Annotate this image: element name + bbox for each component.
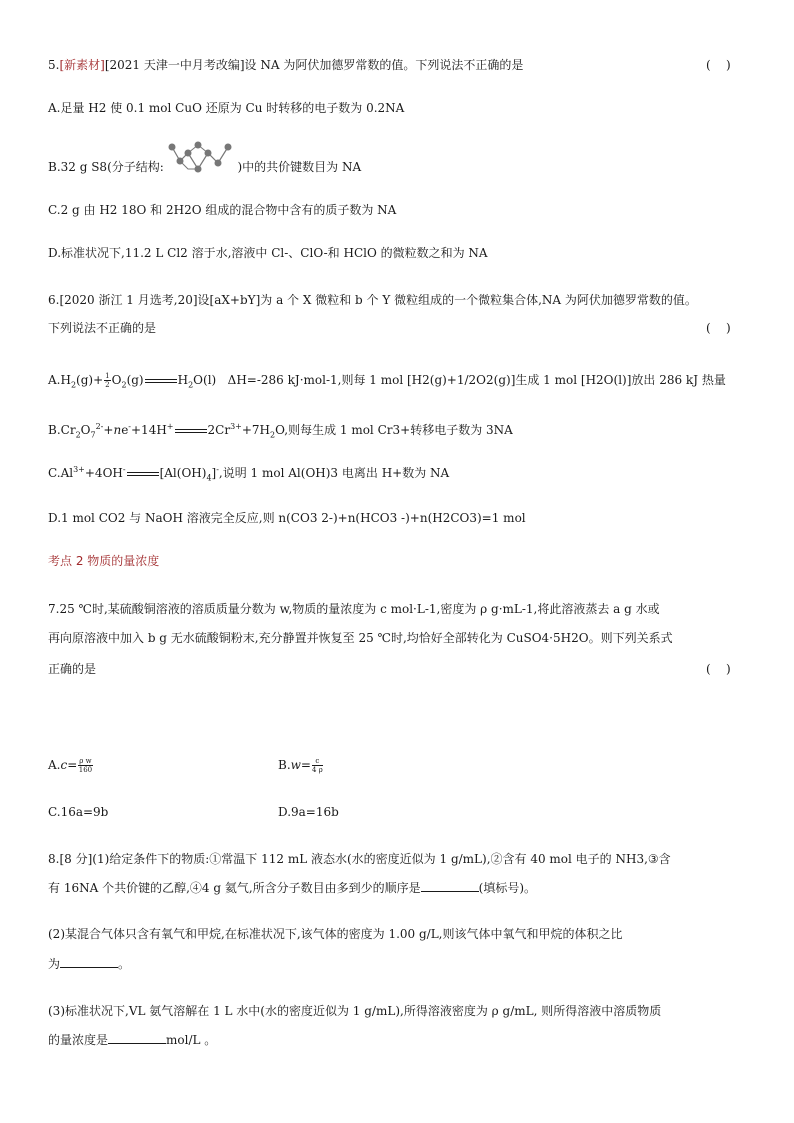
q8-text2-post: (填标号)。 (478, 881, 537, 895)
q8-line1 (48, 850, 671, 868)
q8-part3-post: mol/L 。 (166, 1033, 217, 1047)
equal-arrow-icon (145, 379, 177, 383)
section-heading: 考点 2 物质的量浓度 (48, 554, 160, 568)
q8-part3-line1: (3)标准状况下,VL 氨气溶解在 1 L 水中(水的密度近似为 1 g/mL),所得溶液密度为 ρ g/mL, 则所得溶液中溶质物质 (48, 1004, 662, 1018)
q6-number: 6. (48, 293, 60, 307)
q8-answer-blank-3[interactable] (108, 1031, 166, 1044)
q5-tag: [新素材] (59, 58, 105, 72)
q8-part2-post: 。 (118, 957, 131, 971)
q8-number: 8. (48, 852, 60, 866)
q7-number: 7. (48, 602, 60, 616)
q5-stem (48, 56, 523, 74)
q5-source: [2021 天津一中月考改编] (104, 58, 245, 72)
fraction-half: $\frac{1}{2}$ (105, 372, 110, 389)
q5-answer-paren: ( ) (706, 58, 731, 72)
q8-part2-line2 (48, 955, 130, 973)
q7-answer-paren: ( ) (706, 662, 731, 676)
s8-molecule-icon (168, 141, 234, 177)
q6-option-c: $C.Al^{3+}+4OH^-$ $[Al(OH)_4]^-$,说明 1 mol Al(OH)3 电离出 H+数为 NA (48, 465, 450, 483)
q6-option-b: $B.Cr_2O_7^{2-}+ne^-+14H^+$ $2Cr^{3+}+7H_2O$,则每生成 1 mol Cr3+转移电子数为 3NA (48, 422, 513, 440)
q7-option-d: D.9a=16b (278, 805, 339, 819)
q5-option-b-post: )中的共价键数目为 NA (237, 160, 362, 174)
q7-option-a: A.c= $\frac{\text{ρ w}}{160}$ (48, 757, 93, 774)
q8-answer-blank-1[interactable] (421, 879, 479, 892)
q5-option-c: C.2 g 由 H2 18O 和 2H2O 组成的混合物中含有的质子数为 NA (48, 203, 397, 217)
q5-option-b-pre: B.32 g S8(分子结构: (48, 160, 164, 174)
q6-stem-line2: 下列说法不正确的是 (48, 321, 157, 335)
q5-option-a: A.足量 H2 使 0.1 mol CuO 还原为 Cu 时转移的电子数为 0.2NA (48, 101, 405, 115)
q5-option-d: D.标准状况下,11.2 L Cl2 溶于水,溶液中 Cl-、ClO-和 HClO 的微粒数之和为 NA (48, 246, 488, 260)
q7-option-b: B.w= $\frac{c}{4 \rho}$ (278, 757, 323, 774)
q6-answer-paren: ( ) (706, 321, 731, 335)
q8-text2: 有 16NA 个共价键的乙醇,④4 g 氦气,所含分子数目由多到少的顺序是 (48, 881, 421, 895)
equal-arrow-icon (127, 472, 159, 476)
q6-option-c-text: ,说明 1 mol Al(OH)3 电离出 H+数为 NA (218, 466, 450, 480)
q6-option-a: $A.H_2(g)+$ $\frac{1}{2}$ $O_2(g)$ $H_2O(l)$ ΔH=-286 kJ·mol-1,则每 1 mol [H2(g)+1/2O2(g)]生成 1 mol [H2O(l)]放出 286 kJ 热量 (48, 372, 726, 390)
q6-stem-line1 (48, 291, 697, 309)
q5-stem-text: 设 NA 为阿伏加德罗常数的值。下列说法不正确的是 (244, 58, 524, 72)
q8-line2 (48, 879, 536, 897)
q6-option-b-text: ,则每生成 1 mol Cr3+转移电子数为 3NA (284, 423, 513, 437)
q7-stem-line3: 正确的是 (48, 662, 97, 676)
q7-stem-text1: 25 ℃时,某硫酸铜溶液的溶质质量分数为 w,物质的量浓度为 c mol·L-1,密度为 ρ g·mL-1,将此溶液蒸去 a g 水或 (59, 602, 660, 616)
fraction-c-4rho: $\frac{c}{4 \rho}$ (311, 757, 323, 774)
q7-option-c: C.16a=9b (48, 805, 109, 819)
q6-stem-text: 设[aX+bY]为 a 个 X 微粒和 b 个 Y 微粒组成的一个微粒集合体,NA 为阿伏加德罗常数的值。 (197, 293, 697, 307)
q8-text1: [8 分](1)给定条件下的物质:①常温下 112 mL 液态水(水的密度近似为 1 g/mL),②含有 40 mol 电子的 NH3,③含 (59, 852, 671, 866)
q8-part2-line1: (2)某混合气体只含有氧气和甲烷,在标准状况下,该气体的密度为 1.00 g/L,则该气体中氧气和甲烷的体积之比 (48, 927, 623, 941)
q8-answer-blank-2[interactable] (60, 955, 118, 968)
q8-part3-pre: 的量浓度是 (48, 1033, 109, 1047)
q5-option-b (48, 158, 361, 177)
equal-arrow-icon (175, 429, 207, 433)
q6-source: [2020 浙江 1 月选考,20] (59, 293, 198, 307)
q6-option-a-text: ΔH=-286 kJ·mol-1,则每 1 mol [H2(g)+1/2O2(g)]生成 1 mol [H2O(l)]放出 286 kJ 热量 (227, 373, 726, 387)
fraction-rho-w-160: $\frac{\text{ρ w}}{160}$ (78, 757, 93, 774)
q7-stem-line1 (48, 600, 660, 618)
q7-stem-line2: 再向原溶液中加入 b g 无水硫酸铜粉末,充分静置并恢复至 25 ℃时,均恰好全部转化为 CuSO4·5H2O。则下列关系式 (48, 631, 673, 645)
q6-option-d: D.1 mol CO2 与 NaOH 溶液完全反应,则 n(CO3 2-)+n(HCO3 -)+n(H2CO3)=1 mol (48, 511, 526, 525)
q8-part3-line2 (48, 1031, 216, 1049)
q8-part2-pre: 为 (48, 957, 61, 971)
q5-number: 5. (48, 58, 60, 72)
